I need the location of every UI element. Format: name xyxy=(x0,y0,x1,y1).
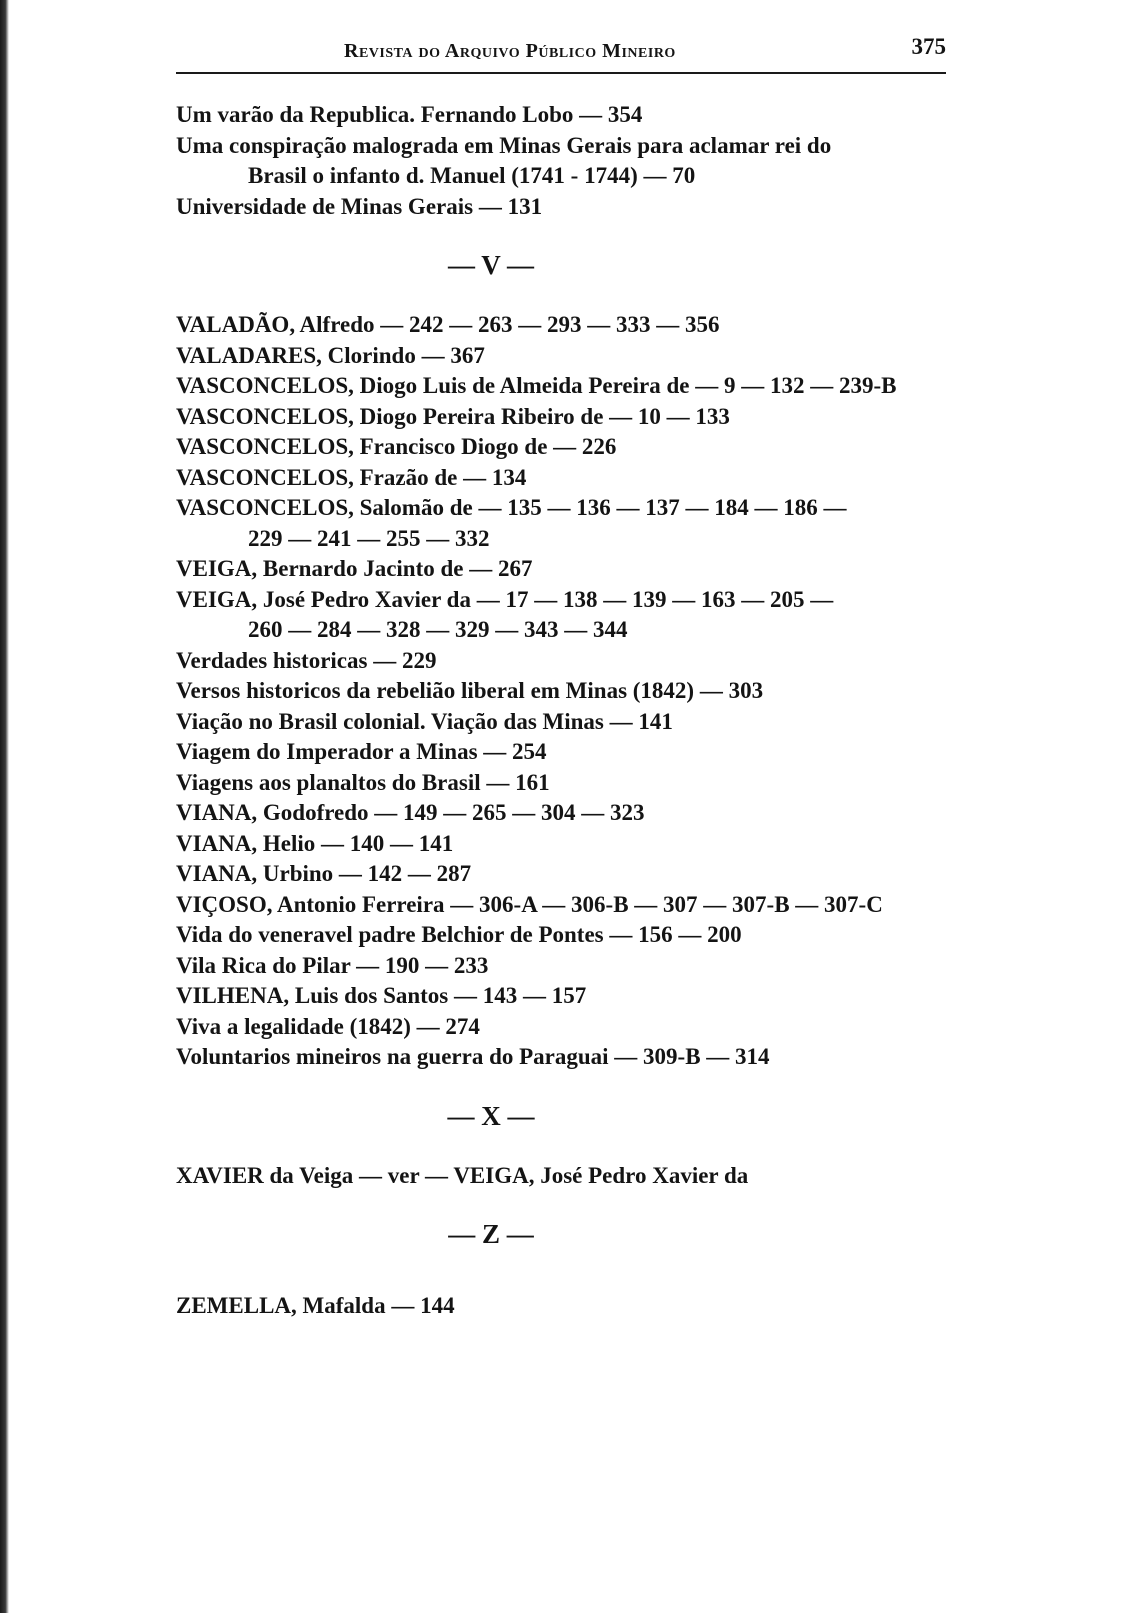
index-entry: VIANA, Helio — 140 — 141 xyxy=(176,830,454,856)
index-entry: VALADARES, Clorindo — 367 xyxy=(176,342,485,368)
index-entry: VIÇOSO, Antonio Ferreira — 306-A — 306-B — 307 — 307-B — 307-C xyxy=(176,891,883,917)
index-entry: VIANA, Urbino — 142 — 287 xyxy=(176,861,472,886)
index-entry: VASCONCELOS, Frazão de — 134 xyxy=(176,464,527,490)
index-entry: Viação no Brasil colonial. Viação das Minas — 141 xyxy=(176,708,673,734)
index-entries xyxy=(176,100,966,1322)
index-entry: ZEMELLA, Mafalda — 144 xyxy=(176,1293,455,1318)
index-entry: XAVIER da Veiga — ver — VEIGA, José Pedro Xavier da xyxy=(176,1162,749,1188)
index-entry: Versos historicos da rebelião liberal em Minas (1842) — 303 xyxy=(176,678,764,703)
index-entry: VEIGA, Bernardo Jacinto de — 267 xyxy=(176,556,533,581)
index-entry: Vida do veneravel padre Belchior de Pontes — 156 — 200 xyxy=(176,922,742,947)
index-entry: Verdades historicas — 229 xyxy=(176,647,437,673)
index-entry: VASCONCELOS, Francisco Diogo de — 226 xyxy=(176,434,617,459)
index-entry: Universidade de Minas Gerais — 131 xyxy=(176,193,543,219)
page-header xyxy=(176,30,946,74)
index-entry-continuation: 260 — 284 — 328 — 329 — 343 — 344 xyxy=(248,617,628,642)
index-entry: Um varão da Republica. Fernando Lobo — 354 xyxy=(176,102,643,127)
page-number: 375 xyxy=(911,34,946,59)
index-entry: VILHENA, Luis dos Santos — 143 — 157 xyxy=(176,983,587,1008)
z-entries xyxy=(176,1291,966,1322)
index-entry: VASCONCELOS, Diogo Pereira Ribeiro de — 10 — 133 xyxy=(176,403,730,429)
section-heading-z: — Z — xyxy=(448,1219,534,1249)
index-entry: VIANA, Godofredo — 149 — 265 — 304 — 323 xyxy=(176,800,645,825)
running-title: Revista do Arquivo Público Mineiro xyxy=(344,40,676,62)
index-entry: Viva a legalidade (1842) — 274 xyxy=(176,1013,480,1039)
section-heading-v: — V — xyxy=(447,250,535,280)
index-entry: Uma conspiração malograda em Minas Gerais para aclamar rei do xyxy=(176,132,832,158)
index-entry-continuation: Brasil o infanto d. Manuel (1741 - 1744) — 70 xyxy=(248,163,696,188)
index-entry: Viagens aos planaltos do Brasil — 161 xyxy=(176,769,550,795)
index-entry: VEIGA, José Pedro Xavier da — 17 — 138 — 139 — 163 — 205 — xyxy=(176,586,834,612)
index-entry: Vila Rica do Pilar — 190 — 233 xyxy=(176,952,489,978)
index-entry-continuation: 229 — 241 — 255 — 332 xyxy=(248,525,490,551)
index-entry: VASCONCELOS, Salomão de — 135 — 136 — 137 — 184 — 186 — xyxy=(176,495,847,520)
section-heading-x: — X — xyxy=(447,1100,535,1131)
binding-shadow xyxy=(0,0,9,1613)
index-entry: VASCONCELOS, Diogo Luis de Almeida Pereira de — 9 — 132 — 239-B xyxy=(176,373,897,398)
index-entry: VALADÃO, Alfredo — 242 — 263 — 293 — 333 — 356 xyxy=(176,312,720,337)
index-entry: Viagem do Imperador a Minas — 254 xyxy=(176,739,547,764)
index-entry: Voluntarios mineiros na guerra do Paraguai — 309-B — 314 xyxy=(176,1044,770,1069)
